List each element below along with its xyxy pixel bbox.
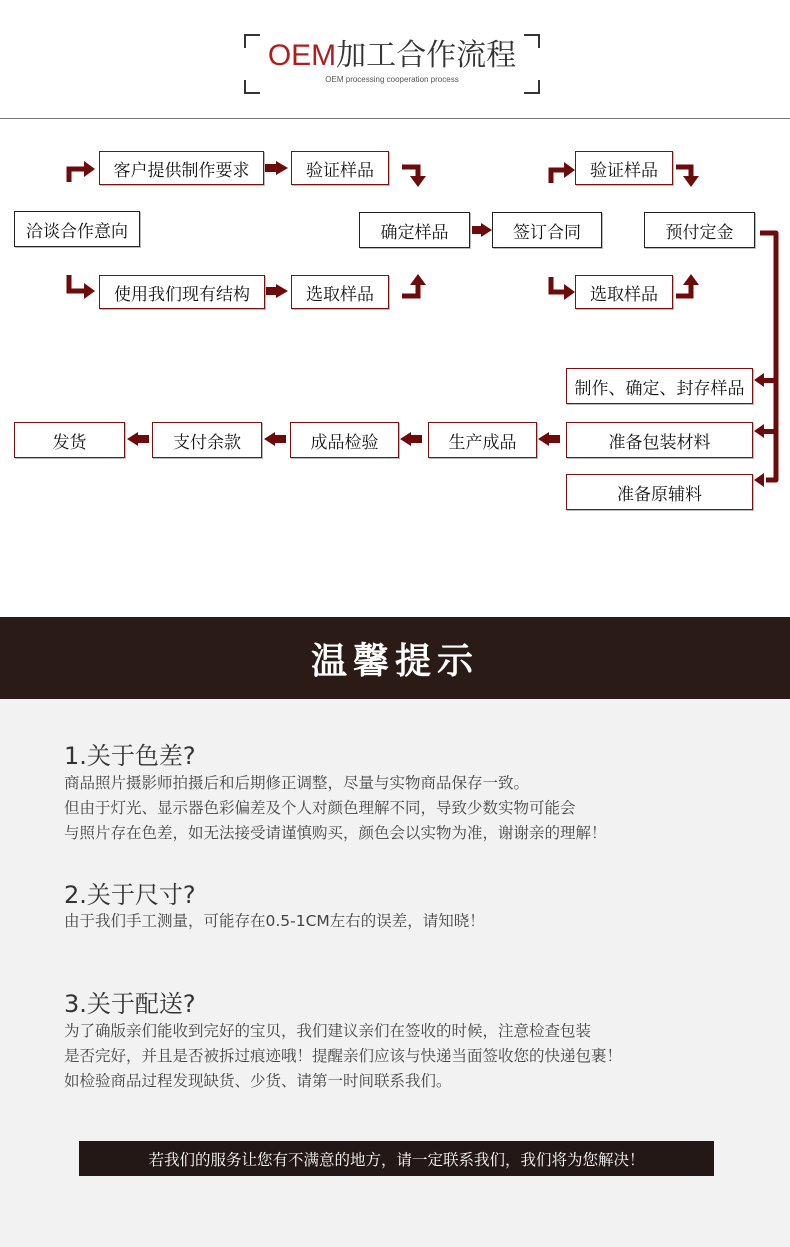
step-select-sample-1: 选取样品 <box>291 275 389 309</box>
bracket-connector <box>754 233 776 487</box>
step-select-sample-2: 选取样品 <box>575 275 673 309</box>
tip-text-line: 为了确版亲们能收到完好的宝贝，我们建议亲们在签收的时候，注意检查包装 <box>64 1022 592 1040</box>
tips-banner: 温馨提示 <box>0 617 790 699</box>
title-oem: OEM <box>267 39 337 72</box>
step-use-structure: 使用我们现有结构 <box>99 275 265 309</box>
page-subtitle: OEM processing cooperation process <box>325 75 459 84</box>
arrow-right-icon <box>472 223 492 237</box>
step-prepare-packaging: 准备包装材料 <box>566 422 753 458</box>
bent-arrow-up-right-icon <box>551 162 575 183</box>
bent-arrow-down-right-icon <box>69 275 95 299</box>
tip-text-line: 由于我们手工测量，可能存在0.5-1CM左右的误差，请知晓！ <box>64 912 485 930</box>
step-verify-sample-1: 验证样品 <box>291 151 389 185</box>
step-confirm-sample: 确定样品 <box>359 212 470 248</box>
step-verify-sample-2: 验证样品 <box>575 151 673 185</box>
tip-heading-color: 1.关于色差? <box>64 742 196 770</box>
tip-text-line: 与照片存在色差，如无法接受请谨慎购买，颜色会以实物为准，谢谢亲的理解！ <box>64 824 607 842</box>
arrow-left-icon <box>538 432 560 446</box>
footer-notice: 若我们的服务让您有不满意的地方，请一定联系我们，我们将为您解决！ <box>79 1141 714 1176</box>
title-cn: 加工合作流程 <box>336 38 517 73</box>
step-pay-balance: 支付余款 <box>152 422 262 458</box>
step-negotiate: 洽谈合作意向 <box>14 211 140 247</box>
bent-arrow-right-up-icon <box>676 274 699 296</box>
step-deposit: 预付定金 <box>644 212 755 248</box>
step-customer-request: 客户提供制作要求 <box>99 151 264 185</box>
arrow-left-icon <box>400 432 422 446</box>
step-production: 生产成品 <box>428 422 537 458</box>
bent-arrow-right-down-icon <box>402 167 426 187</box>
step-prepare-raw: 准备原辅料 <box>566 474 753 510</box>
tip-heading-delivery: 3.关于配送? <box>64 990 196 1018</box>
bent-arrow-right-down-icon <box>676 167 699 187</box>
step-make-confirm-seal: 制作、确定、封存样品 <box>566 368 753 404</box>
bent-arrow-up-right-icon <box>69 161 95 182</box>
bent-arrow-right-up-icon <box>402 274 426 296</box>
arrow-right-icon <box>265 161 288 175</box>
arrow-left-icon <box>127 432 149 446</box>
tip-text-line: 如检验商品过程发现缺货、少货、请第一时间联系我们。 <box>64 1072 452 1090</box>
step-sign-contract: 签订合同 <box>492 212 602 248</box>
step-ship: 发货 <box>14 422 125 458</box>
tip-text-line: 商品照片摄影师拍摄后和后期修正调整，尽量与实物商品保存一致。 <box>64 774 530 792</box>
tip-text-line: 但由于灯光、显示器色彩偏差及个人对颜色理解不同，导致少数实物可能会 <box>64 799 576 817</box>
tip-text-line: 是否完好，并且是否被拆过痕迹哦！提醒亲们应该与快递当面签收您的快递包裹！ <box>64 1047 623 1065</box>
tip-heading-size: 2.关于尺寸? <box>64 881 196 909</box>
step-inspection: 成品检验 <box>290 422 399 458</box>
bent-arrow-down-right-icon <box>551 277 575 300</box>
arrow-left-icon <box>264 432 286 446</box>
arrow-right-icon <box>265 284 288 298</box>
